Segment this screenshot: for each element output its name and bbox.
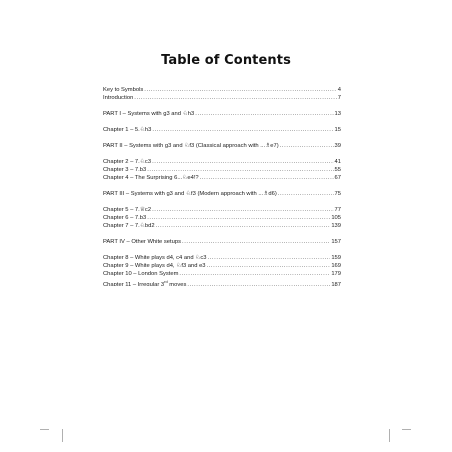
toc-entry-page: 139 <box>331 223 341 229</box>
dot-leader <box>182 238 330 246</box>
toc-entry-label: Chapter 1 – 5.♘h3 <box>103 127 152 133</box>
toc-entry-page: 7 <box>337 95 341 101</box>
toc-entry-page: 77 <box>334 207 341 213</box>
toc-entry-page: 15 <box>334 127 341 133</box>
toc-entry <box>103 262 341 270</box>
toc-entry-page: 169 <box>331 263 341 269</box>
toc-entry <box>103 158 341 166</box>
toc-entry-label: PART II – Systems with g3 and ♘f3 (Classical approach with ...♗e7) <box>103 143 279 149</box>
page-title: Table of Contents <box>161 53 291 68</box>
toc-entry <box>103 126 341 134</box>
toc-entry <box>103 270 341 278</box>
toc-entry <box>103 190 341 198</box>
dot-leader <box>195 110 333 118</box>
toc-entry-label: Chapter 5 – 7.♕c2 <box>103 207 152 213</box>
dot-leader <box>147 214 330 222</box>
ordinal-suffix: rd <box>164 279 168 284</box>
toc-entry-label: Introduction <box>103 95 134 101</box>
toc-entry-label: Chapter 11 – Irregular 3rd moves <box>103 279 187 286</box>
dot-leader <box>147 166 333 174</box>
toc-entry-label: Chapter 10 – London System <box>103 271 179 277</box>
crop-mark <box>402 429 411 430</box>
toc-entry <box>103 94 341 102</box>
crop-mark <box>389 429 390 442</box>
toc-entry-page: 179 <box>331 271 341 277</box>
dot-leader <box>207 262 331 270</box>
toc-entry <box>103 238 341 246</box>
toc-entry-label: Chapter 9 – White plays d4, ♘f3 and e3 <box>103 263 206 269</box>
toc-entry-label: PART I – Systems with g3 and ♘h3 <box>103 111 195 117</box>
toc-entry-page: 4 <box>337 87 341 93</box>
toc-entry-label: Chapter 3 – 7.b3 <box>103 167 147 173</box>
dot-leader <box>179 270 330 278</box>
crop-mark <box>62 429 63 442</box>
toc-entry-page: 67 <box>334 175 341 181</box>
toc-entry-label: Chapter 8 – White plays d4, c4 and ♘c3 <box>103 255 207 261</box>
toc-entry-page: 105 <box>331 215 341 221</box>
toc-entry <box>103 214 341 222</box>
toc-entry <box>103 142 341 150</box>
toc-entry-label: PART IV – Other White setups <box>103 239 181 245</box>
toc-entry-page: 159 <box>331 255 341 261</box>
toc-entry <box>103 174 341 182</box>
dot-leader <box>152 206 333 214</box>
toc-entry-page: 39 <box>334 143 341 149</box>
toc-entry-label: Chapter 7 – 7.♘bd2 <box>103 223 155 229</box>
dot-leader <box>278 190 334 198</box>
toc-entry-page: 75 <box>334 191 341 197</box>
dot-leader <box>144 86 336 94</box>
toc-entry-page: 187 <box>331 281 341 286</box>
toc-entry <box>103 86 341 94</box>
dot-leader <box>200 174 334 182</box>
dot-leader <box>152 126 333 134</box>
toc-entry-page: 55 <box>334 167 341 173</box>
toc-entry-label: Chapter 2 – 7.♘c3 <box>103 159 152 165</box>
toc-entry <box>103 254 341 262</box>
dot-leader <box>280 142 334 150</box>
dot-leader <box>207 254 330 262</box>
table-of-contents <box>103 86 341 286</box>
toc-entry-label: Chapter 4 – The Surprising 6...♘e4!? <box>103 175 199 181</box>
dot-leader <box>152 158 333 166</box>
toc-entry-page: 41 <box>334 159 341 165</box>
toc-entry <box>103 222 341 230</box>
toc-entry <box>103 110 341 118</box>
toc-entry-label: Chapter 6 – 7.b3 <box>103 215 147 221</box>
crop-mark <box>40 429 49 430</box>
dot-leader <box>156 222 331 230</box>
toc-entry <box>103 278 341 286</box>
toc-entry-label: Key to Symbols <box>103 87 144 93</box>
toc-entry-page: 157 <box>331 239 341 245</box>
dot-leader <box>134 94 336 102</box>
toc-entry <box>103 206 341 214</box>
toc-entry-page: 13 <box>334 111 341 117</box>
dot-leader <box>187 281 330 286</box>
toc-entry <box>103 166 341 174</box>
toc-entry-label: PART III – Systems with g3 and ♘f3 (Modern approach with ...♗d6) <box>103 191 277 197</box>
